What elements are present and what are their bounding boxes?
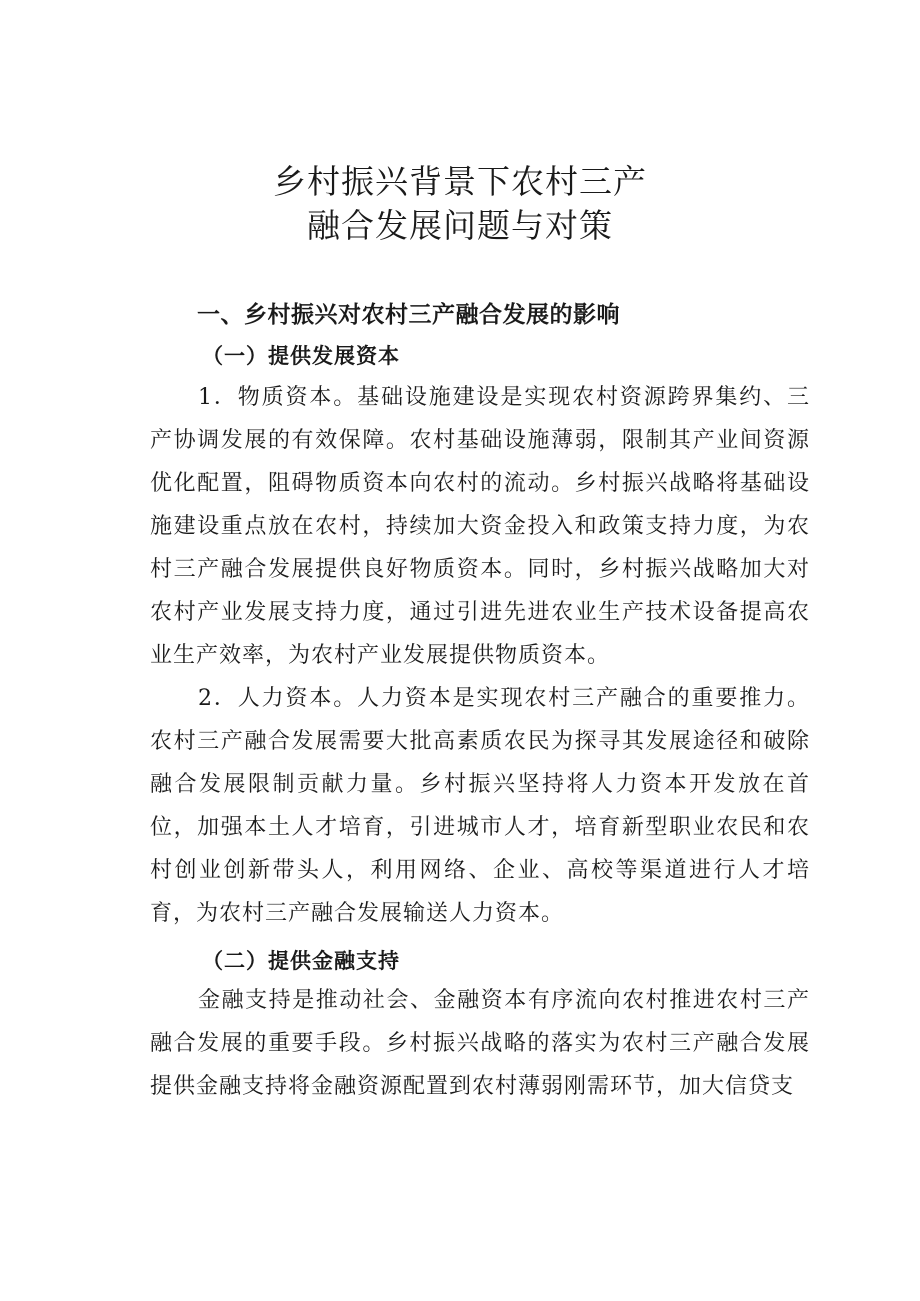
document-title-line-2: 融合发展问题与对策 (307, 206, 613, 245)
paragraph-financial-support: 金融支持是推动社会、金融资本有序流向农村推进农村三产融合发展的重要手段。乡村振兴战略的落实为农村三产融合发展提供金融支持将金融资源配置到农村薄弱刚需环节，加大信贷支 (150, 988, 810, 1099)
document-title-line-1: 乡村振兴背景下农村三产 (273, 162, 647, 201)
section-heading-1: 一、乡村振兴对农村三产融合发展的影响 (197, 302, 620, 328)
paragraph-human-capital: 2．人力资本。人力资本是实现农村三产融合的重要推力。农村三产融合发展需要大批高素质农民为探寻其发展途径和破除融合发展限制贡献力量。乡村振兴坚持将人力资本开发放在首位，加强本土人才培育，引进城市人才，培育新型职业农民和农村创业创新带头人，利用网络、企业、高校等渠道进行人才培育，为农村三产融合发展输送人力资本。 (150, 686, 810, 926)
subsection-heading-2: （二）提供金融支持 (202, 948, 400, 973)
paragraph-material-capital: 1．物质资本。基础设施建设是实现农村资源跨界集约、三产协调发展的有效保障。农村基础设施薄弱，限制其产业间资源优化配置，阻碍物质资本向农村的流动。乡村振兴战略将基础设施建设重点放在农村，持续加大资金投入和政策支持力度，为农村三产融合发展提供良好物质资本。同时，乡村振兴战略加大对农村产业发展支持力度，通过引进先进农业生产技术设备提高农业生产效率，为农村产业发展提供物质资本。 (150, 385, 810, 668)
subsection-heading-1: （一）提供发展资本 (202, 343, 400, 368)
